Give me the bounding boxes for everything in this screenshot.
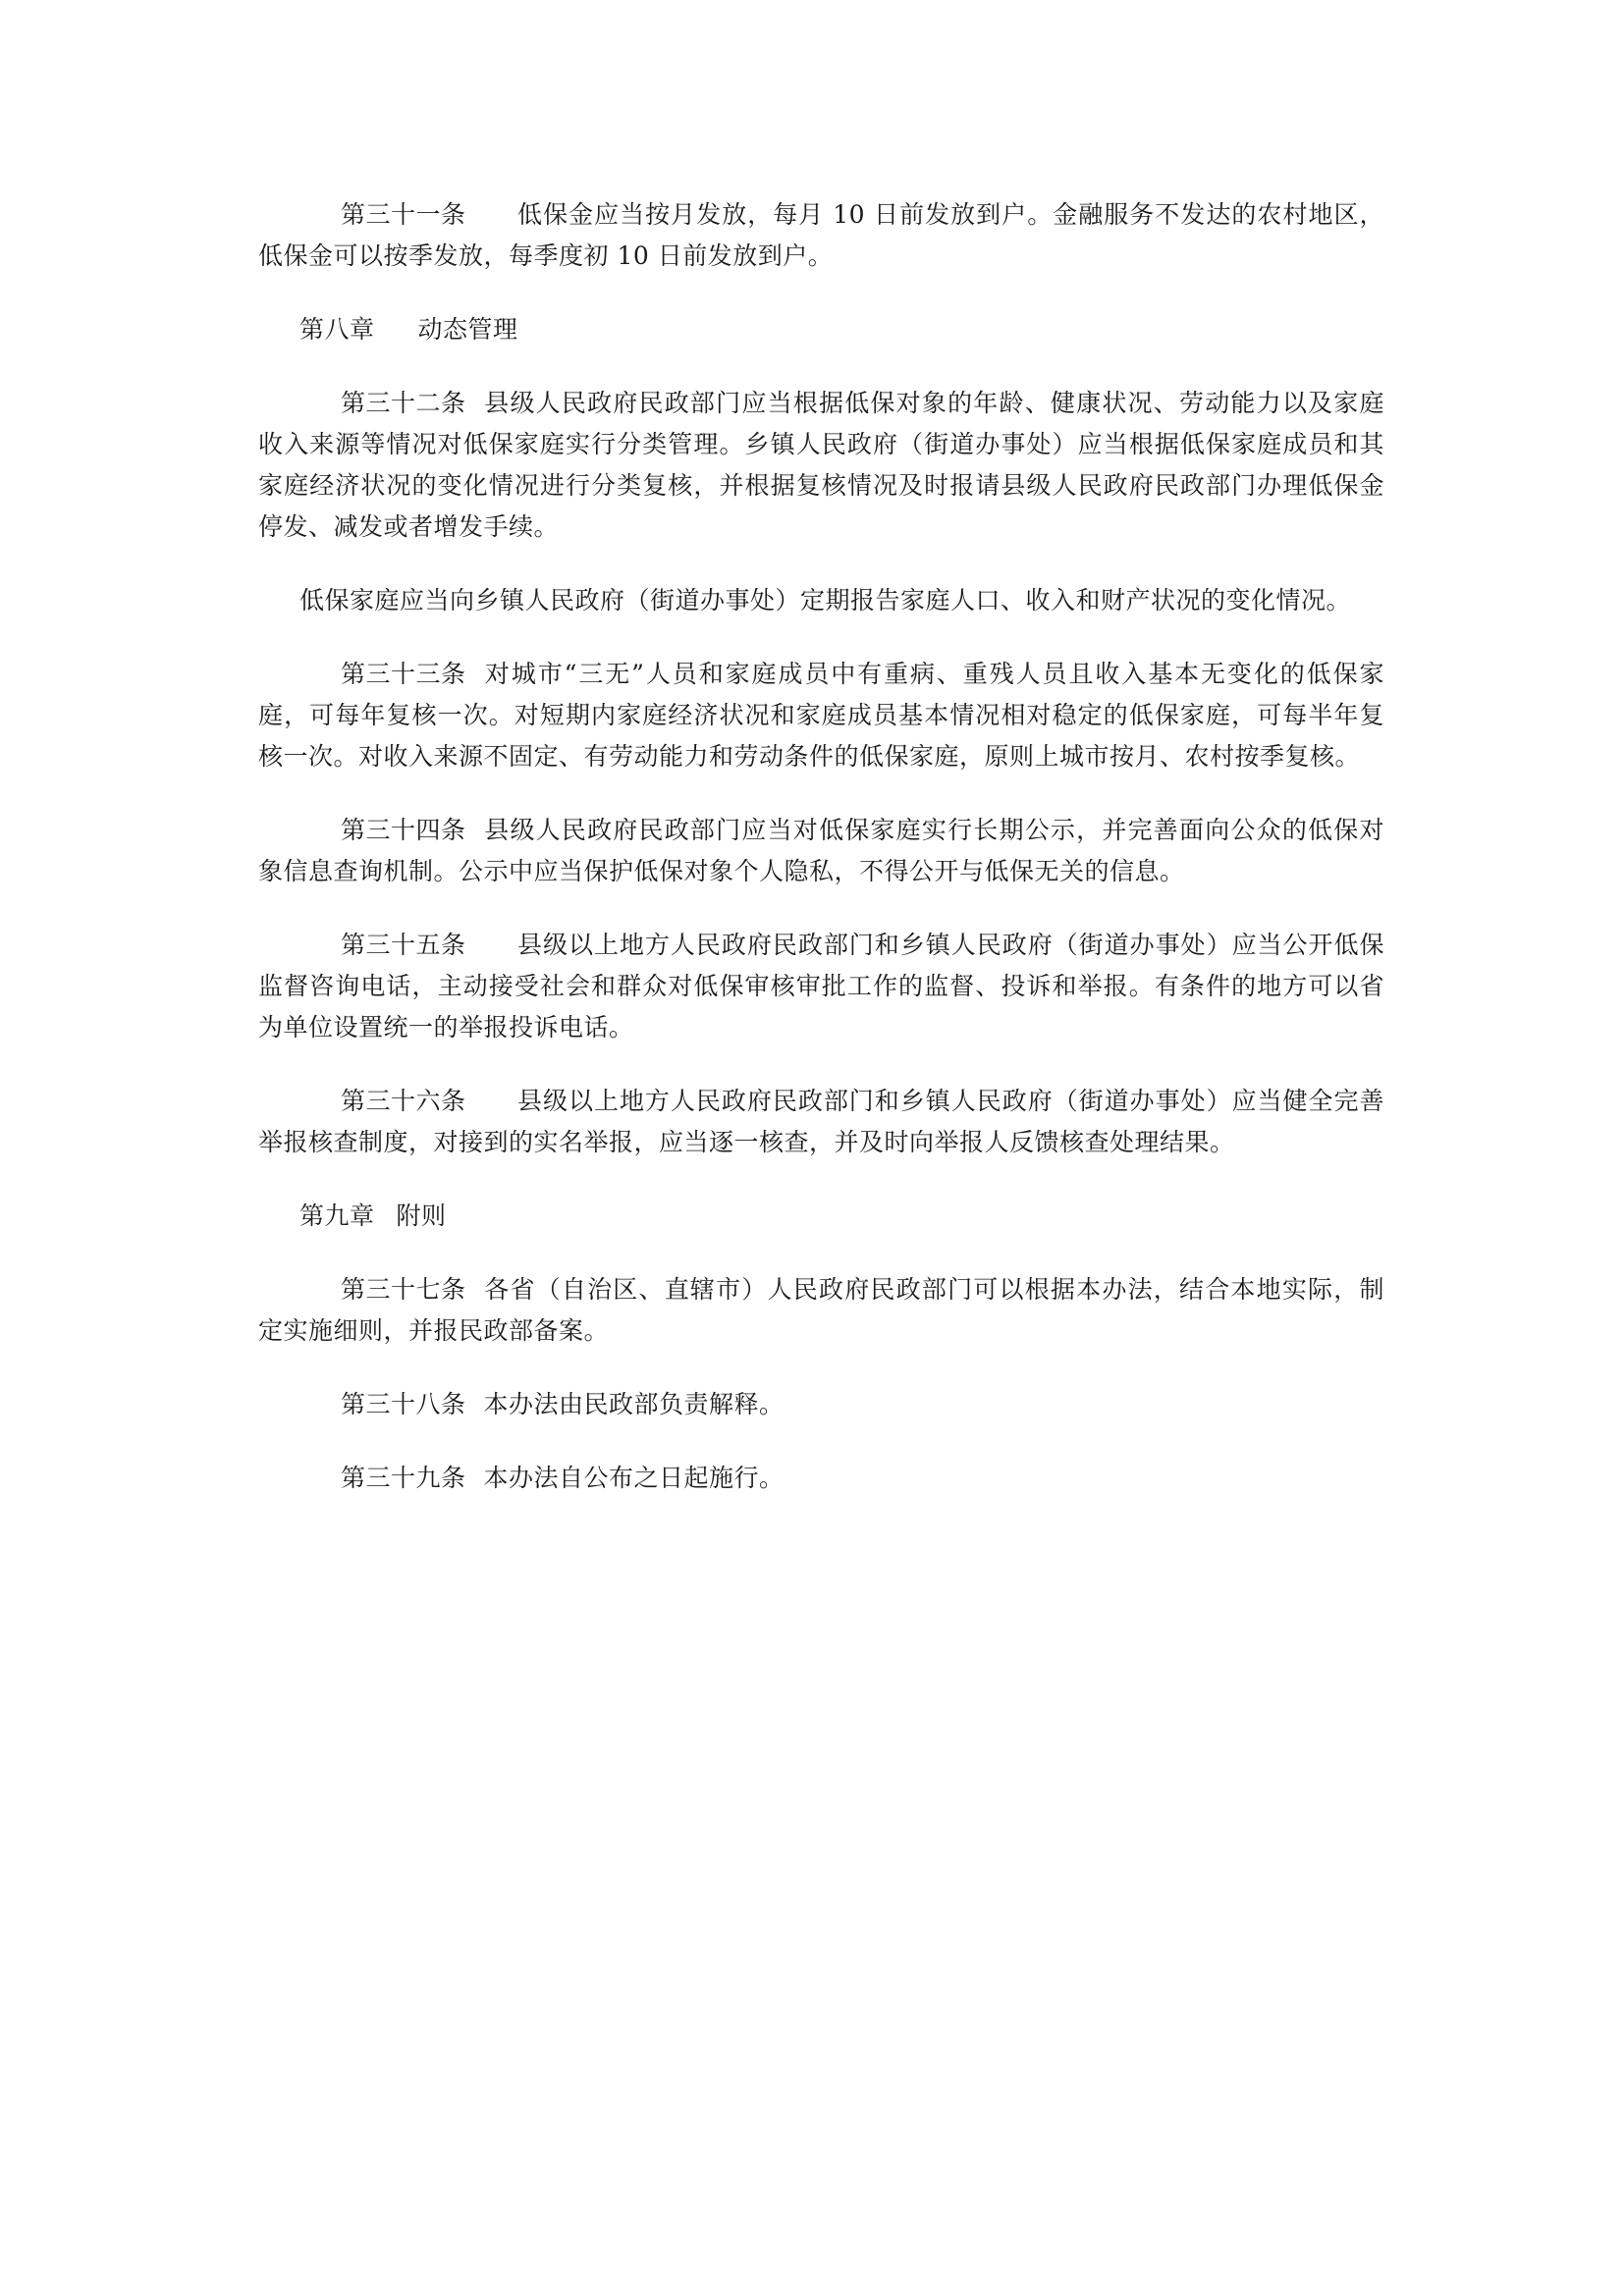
article-text: 各省（自治区、直辖市）人民政府民政部门可以根据本办法，结合本地实际，制定实施细则，并报民政部备案。 <box>258 1275 1384 1345</box>
article-number: 第三十一条 <box>341 200 466 229</box>
chapter-8-heading <box>299 309 1384 350</box>
chapter-number: 第八章 <box>299 315 375 344</box>
article-number: 第三十三条 <box>341 660 466 688</box>
article-32 <box>258 383 1384 548</box>
chapter-title: 附则 <box>396 1201 447 1230</box>
article-text: 县级以上地方人民政府民政部门和乡镇人民政府（街道办事处）应当公开低保监督咨询电话，主动接受社会和群众对低保审核审批工作的监督、投诉和举报。有条件的地方可以省为单位设置统一的举报投诉电话。 <box>258 931 1384 1041</box>
article-36 <box>258 1081 1384 1163</box>
chapter-title: 动态管理 <box>417 315 518 344</box>
article-text: 县级人民政府民政部门应当根据低保对象的年龄、健康状况、劳动能力以及家庭收入来源等情况对低保家庭实行分类管理。乡镇人民政府（街道办事处）应当根据低保家庭成员和其家庭经济状况的变化情况进行分类复核，并根据复核情况及时报请县级人民政府民政部门办理低保金停发、减发或者增发手续。 <box>258 389 1384 541</box>
article-38 <box>258 1384 1384 1425</box>
article-31 <box>258 194 1384 277</box>
article-number: 第三十九条 <box>341 1464 466 1492</box>
article-number: 第三十四条 <box>341 816 466 844</box>
article-number: 第三十二条 <box>341 389 466 417</box>
article-text: 对城市“三无”人员和家庭成员中有重病、重残人员且收入基本无变化的低保家庭，可每年复核一次。对短期内家庭经济状况和家庭成员基本情况相对稳定的低保家庭，可每半年复核一次。对收入来源不固定、有劳动能力和劳动条件的低保家庭，原则上城市按月、农村按季复核。 <box>258 660 1384 771</box>
article-text: 低保金应当按月发放，每月 10 日前发放到户。金融服务不发达的农村地区，低保金可以按季发放，每季度初 10 日前发放到户。 <box>258 200 1384 270</box>
article-text: 县级人民政府民政部门应当对低保家庭实行长期公示，并完善面向公众的低保对象信息查询机制。公示中应当保护低保对象个人隐私，不得公开与低保无关的信息。 <box>258 816 1384 885</box>
article-32-paragraph-2 <box>258 580 1384 621</box>
article-text: 本办法自公布之日起施行。 <box>483 1464 785 1492</box>
document-body <box>258 194 1384 1531</box>
article-text: 县级以上地方人民政府民政部门和乡镇人民政府（街道办事处）应当健全完善举报核查制度，对接到的实名举报，应当逐一核查，并及时向举报人反馈核查处理结果。 <box>258 1087 1384 1156</box>
article-number: 第三十七条 <box>341 1275 466 1304</box>
chapter-9-heading <box>299 1196 1384 1237</box>
article-35 <box>258 925 1384 1048</box>
article-number: 第三十五条 <box>341 931 466 959</box>
article-number: 第三十六条 <box>341 1087 466 1115</box>
article-34 <box>258 810 1384 892</box>
article-39 <box>258 1458 1384 1499</box>
article-37 <box>258 1269 1384 1352</box>
chapter-number: 第九章 <box>299 1201 375 1230</box>
paragraph-text: 低保家庭应当向乡镇人民政府（街道办事处）定期报告家庭人口、收入和财产状况的变化情况。 <box>299 586 1352 614</box>
article-number: 第三十八条 <box>341 1390 466 1418</box>
article-33 <box>258 654 1384 777</box>
article-text: 本办法由民政部负责解释。 <box>483 1390 785 1418</box>
